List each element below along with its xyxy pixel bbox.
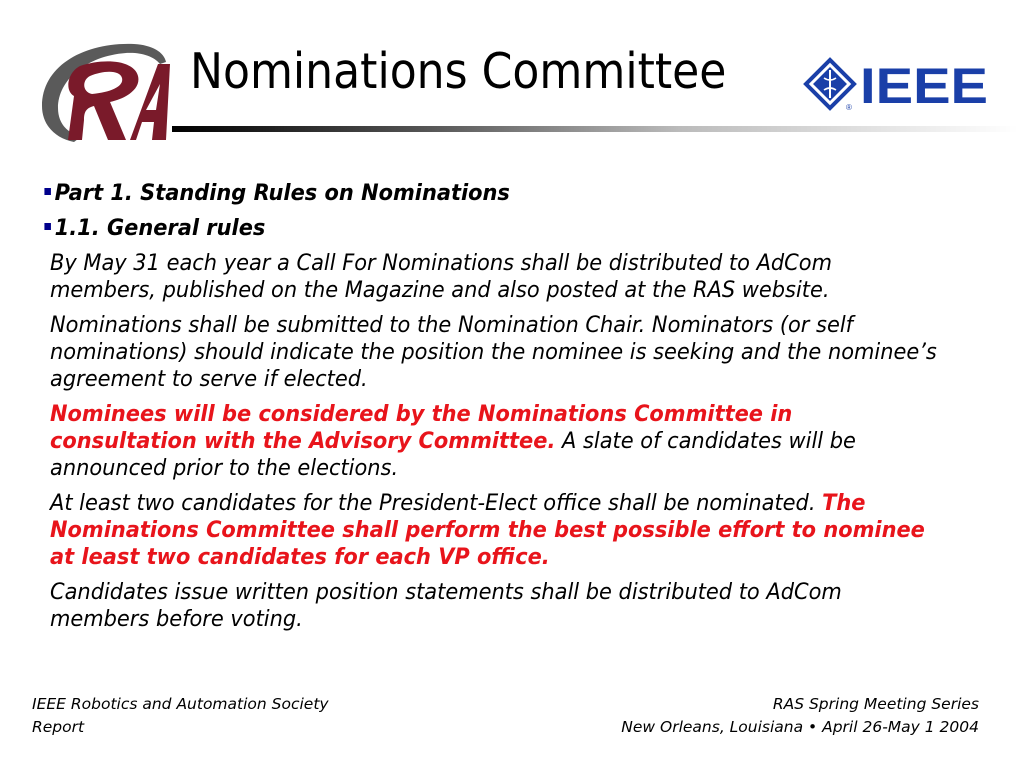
footer-left [32, 693, 329, 739]
bullet-item [44, 215, 942, 242]
paragraph-text: A slate of candidates will be announced prior to the elections. [50, 428, 856, 481]
paragraph: Candidates issue written position statements shall be distributed to AdCom members before voting. [50, 579, 842, 632]
paragraph-text: At least two candidates for the President-Elect office shall be nominated. [50, 490, 823, 516]
slide-body [50, 180, 943, 641]
footer-event: RAS Spring Meeting Series [772, 695, 979, 713]
highlight-text: The Nominations Committee shall perform the best possible effort to nominee at least two candidates for each VP office. [50, 490, 925, 570]
footer-doc-type: Report [32, 718, 85, 736]
ieee-registered-mark: ® [846, 103, 852, 112]
bullet-item [44, 180, 942, 207]
paragraph: By May 31 each year a Call For Nominations shall be distributed to AdCom members, published on the Magazine and also posted at the RAS website. [50, 250, 832, 303]
ieee-logo [802, 56, 992, 112]
bullet-text: 1.1. General rules [54, 215, 266, 241]
slide-title: Nominations Committee [190, 43, 727, 100]
paragraph: Nominations shall be submitted to the Nomination Chair. Nominators (or self nominations) should indicate the position the nominee is seeking and the nominee’s agreement to serve if elected. [50, 312, 937, 392]
paragraph [50, 490, 943, 571]
footer-org: IEEE Robotics and Automation Society [32, 695, 329, 713]
paragraph [50, 401, 943, 482]
title-underline [172, 126, 1018, 132]
bullet-text: Part 1. Standing Rules on Nominations [54, 180, 510, 206]
ieee-logo-text: IEEE [860, 58, 988, 112]
footer-right [621, 693, 979, 739]
footer-location-date: New Orleans, Louisiana • April 26-May 1 2004 [621, 718, 979, 736]
ras-logo [34, 36, 174, 148]
square-bullet-icon [44, 223, 51, 230]
highlight-text: Nominees will be considered by the Nominations Committee in consultation with the Advisory Committee. [50, 401, 793, 454]
square-bullet-icon [44, 188, 51, 195]
ras-logo-text: RA [34, 36, 36, 37]
